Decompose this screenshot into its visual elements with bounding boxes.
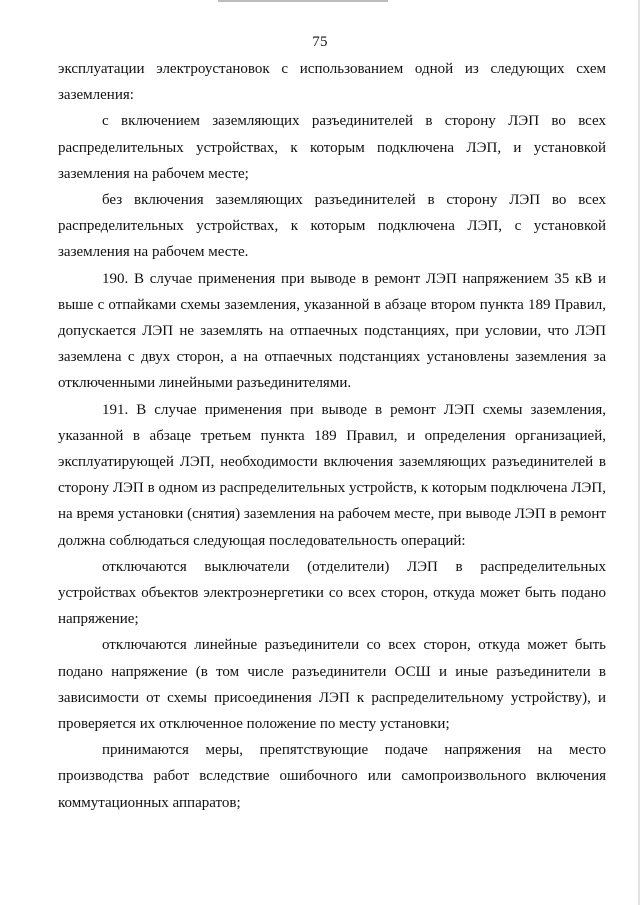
body-text — [58, 56, 606, 816]
paragraph-option-without-grounding: без включения заземляющих разъединителей в сторону ЛЭП во всех распределительных устройствах, к которым подключена ЛЭП, с установкой заземления на рабочем месте. — [58, 192, 606, 261]
paragraph-item-191: 191. В случае применения при выводе в ремонт ЛЭП схемы заземления, указанной в абзаце третьем пункта 189 Правил, и определения организацией, эксплуатирующей ЛЭП, необходимости включения заземляющих разъединителей в сторону ЛЭП в одном из распределительных устройств, к которым подключена ЛЭП, на время установки (снятия) заземления на рабочем месте, при выводе ЛЭП в ремонт должна соблюдаться следующая последовательность операций: — [58, 401, 606, 549]
paragraph-continuation: эксплуатации электроустановок с использованием одной из следующих схем заземления: — [58, 61, 606, 104]
paragraph-option-with-grounding: с включением заземляющих разъединителей в сторону ЛЭП во всех распределительных устройствах, к которым подключена ЛЭП, и установкой заземления на рабочем месте; — [58, 113, 606, 182]
scan-edge-top — [218, 0, 388, 2]
paragraph-step-disconnectors: отключаются линейные разъединители со всех сторон, откуда может быть подано напряжение (в том числе разъединители ОСШ и иные разъединители в зависимости от схемы присоединения ЛЭП к распределительному устройству), и проверяется их отключенное положение по месту установки; — [58, 637, 606, 733]
paragraph-step-measures: принимаются меры, препятствующие подаче напряжения на место производства работ вследствие ошибочного или самопроизвольного включения коммутационных аппаратов; — [58, 742, 606, 811]
page-number: 75 — [312, 34, 328, 50]
paragraph-item-190: 190. В случае применения при выводе в ремонт ЛЭП напряжением 35 кВ и выше с отпайками схемы заземления, указанной в абзаце втором пункта 189 Правил, допускается ЛЭП не заземлять на отпаечных подстанциях, при условии, что ЛЭП заземлена с двух сторон, а на отпаечных подстанциях установлены заземления за отключенными линейными разъединителями. — [58, 270, 606, 392]
paragraph-step-switches: отключаются выключатели (отделители) ЛЭП в распределительных устройствах объектов электроэнергетики со всех сторон, откуда может быть подано напряжение; — [58, 558, 606, 628]
